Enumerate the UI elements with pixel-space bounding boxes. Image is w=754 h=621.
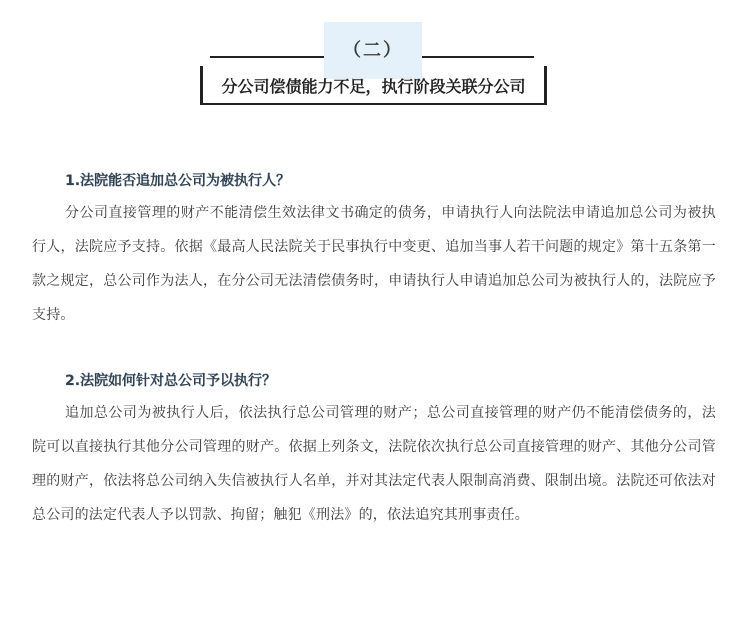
question-1-paragraph: 分公司直接管理的财产不能清偿生效法律文书确定的债务，申请执行人向法院法申请追加总公司为被执行人，法院应予支持。依据《最高人民法院关于民事执行中变更、追加当事人若干问题的规定》第十五条第一款之规定，总公司作为法人，在分公司无法清偿债务时，申请执行人申请追加总公司为被执行人的，法院应予支持。 — [32, 205, 716, 323]
header-rule-top-left — [210, 56, 324, 58]
question-2-title: 2.法院如何针对总公司予以执行？ — [65, 373, 277, 389]
header-rule-top-right — [422, 56, 534, 58]
header-rule-bottom — [202, 103, 546, 105]
section-header — [0, 0, 754, 120]
question-2-paragraph: 追加总公司为被执行人后，依法执行总公司管理的财产；总公司直接管理的财产仍不能清偿债务的，法院可以直接执行其他分公司管理的财产。依据上列条文，法院依次执行总公司直接管理的财产、其他分公司管理的财产，依法将总公司纳入失信被执行人名单，并对其法定代表人限制高消费、限制出境。法院还可依法对总公司的法定代表人予以罚款、拘留；触犯《刑法》的，依法追究其刑事责任。 — [32, 405, 716, 523]
section-title: 分公司偿债能力不足，执行阶段关联分公司 — [221, 77, 526, 96]
paragraph-spacer — [32, 332, 716, 366]
section-number: （二） — [343, 40, 403, 61]
article-body — [32, 166, 716, 532]
header-bracket-right — [544, 66, 547, 105]
question-1-title: 1.法院能否追加总公司为被执行人？ — [65, 173, 291, 189]
